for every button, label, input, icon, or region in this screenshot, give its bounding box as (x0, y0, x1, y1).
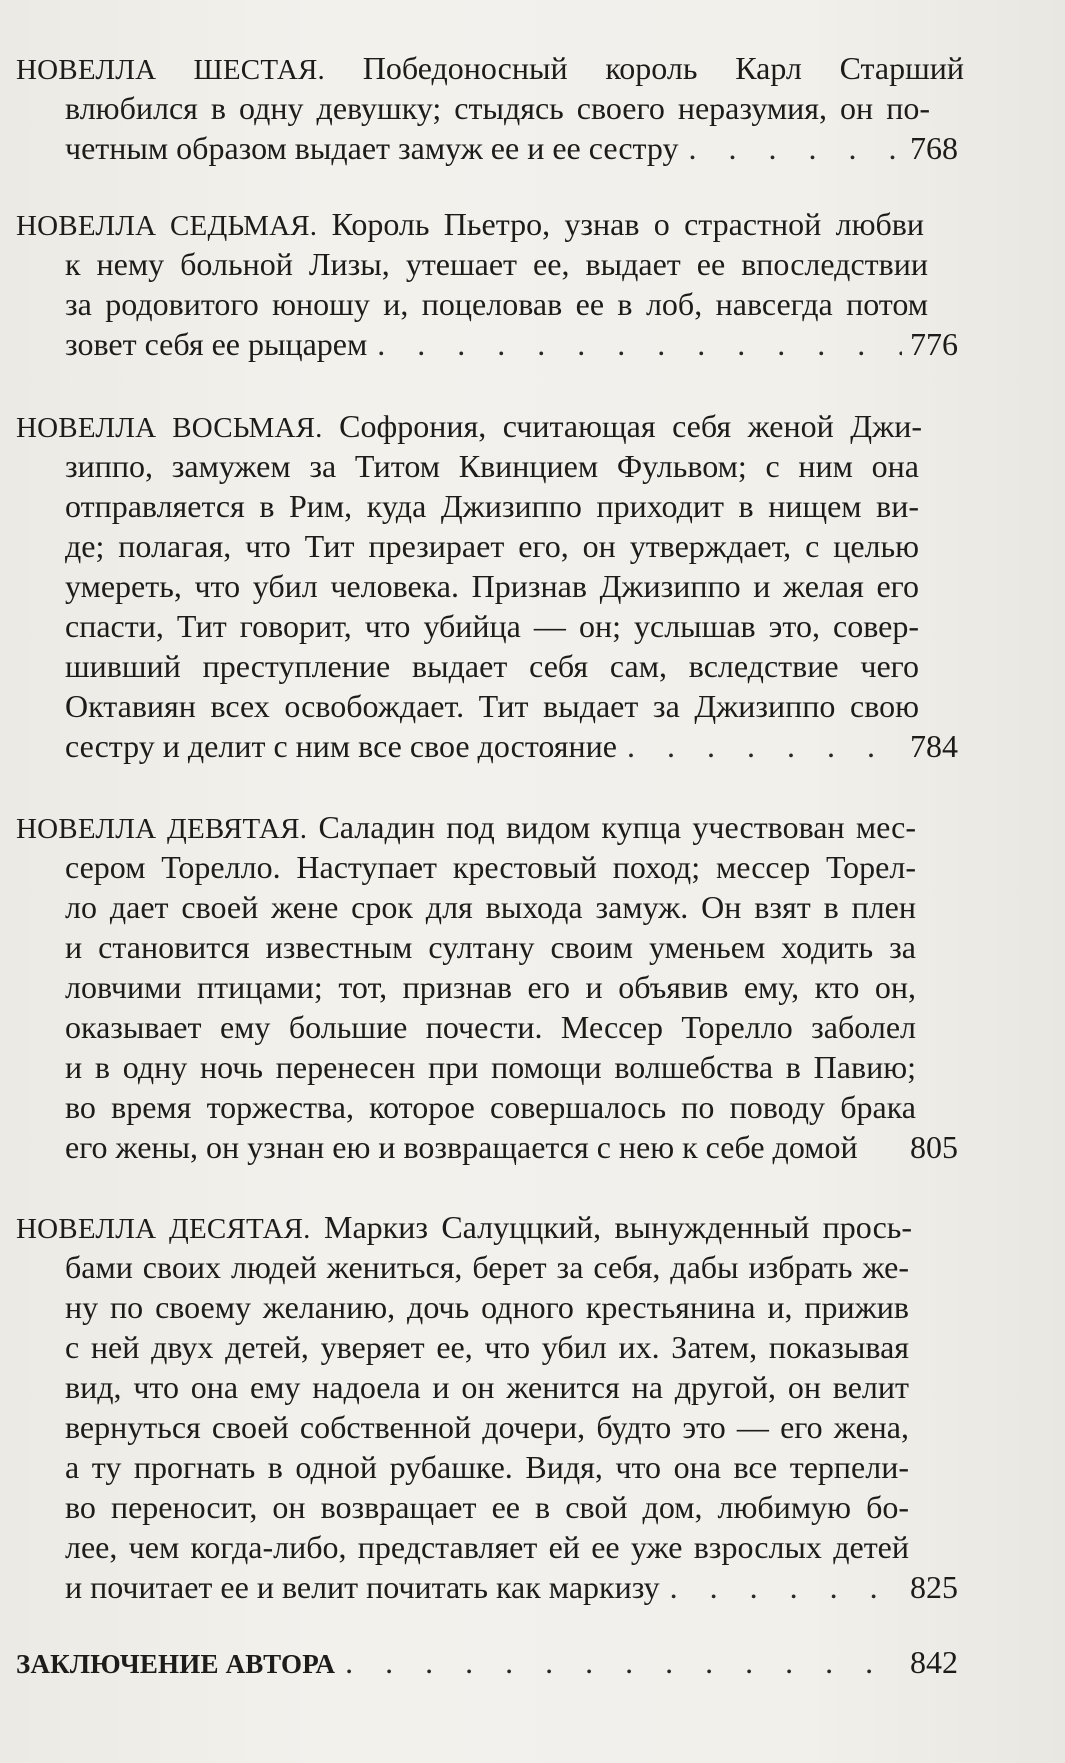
toc-entry-label: НОВЕЛЛА ДЕВЯТАЯ. (16, 813, 308, 845)
toc-entry-line: зиппо, замужем за Титом Квинцием Фульвом; с ним она (65, 448, 919, 484)
toc-entry-first-line (16, 48, 964, 88)
dot-leader (670, 1567, 902, 1607)
toc-entry-line: вид, что она ему надоела и он женится на другой, он велит (65, 1369, 909, 1405)
page-number: 805 (910, 1129, 958, 1165)
toc-entry-line: к нему больной Лизы, утешает ее, выдает ее впоследствии (65, 246, 928, 282)
toc-entry-last-line (65, 324, 964, 364)
toc-entry-novella-8 (16, 406, 964, 766)
toc-entry-label: НОВЕЛЛА ДЕСЯТАЯ. (16, 1213, 311, 1245)
toc-entry-text: сестру и делит с ним все свое достояние (65, 728, 617, 764)
toc-entry-line: вернуться своей собственной дочери, будто это — его жена, (65, 1409, 909, 1445)
toc-entry-text: Маркиз Салуццкий, вынужденный прось- (324, 1209, 913, 1245)
toc-entry-text: Софрония, считающая себя женой Джи- (339, 408, 923, 444)
toc-entry-line: де; полагая, что Тит презирает его, он утверждает, с целью (65, 528, 919, 564)
toc-entry-novella-7 (16, 204, 964, 364)
page-number: 784 (910, 728, 958, 764)
toc-entry-text: и почитает ее и велит почитать как маркизу (65, 1569, 660, 1605)
toc-entry-text: Саладин под видом купца учествован мес- (318, 809, 916, 845)
toc-entry-line: и становится известным султану своим уменьем ходить за (65, 929, 916, 965)
page-number: 825 (910, 1569, 958, 1605)
toc-entry-line: сером Торелло. Наступает крестовый поход; мессер Торел- (65, 849, 916, 885)
toc-entry-text: Король Пьетро, узнав о страстной любви (331, 206, 924, 242)
toc-entry-last-line (65, 726, 964, 766)
toc-entry-conclusion (16, 1642, 964, 1682)
page-number: 842 (910, 1644, 958, 1680)
dot-leader (688, 128, 902, 168)
toc-entry-first-line (16, 807, 916, 847)
page-number: 776 (910, 326, 958, 362)
toc-entry-line: во переносит, он возвращает ее в свой дом, любимую бо- (65, 1489, 909, 1525)
toc-entry-first-line (16, 1207, 912, 1247)
toc-entry-text: Победоносный король Карл Старший (362, 50, 964, 86)
toc-entry-line: и в одну ночь перенесен при помощи волшебства в Павию; (65, 1049, 916, 1085)
toc-entry-last-line (65, 1567, 964, 1607)
toc-entry-line: ло дает своей жене срок для выхода замуж. Он взят в плен (65, 889, 916, 925)
toc-entry-line: влюбился в одну девушку; стыдясь своего неразумия, он по- (65, 90, 930, 126)
toc-entry-last-line (65, 1127, 964, 1167)
toc-entry-label: ЗАКЛЮЧЕНИЕ АВТОРА (16, 1649, 336, 1679)
page-number: 768 (910, 130, 958, 166)
toc-entry-novella-6 (16, 48, 964, 168)
toc-entry-line: за родовитого юношу и, поцеловав ее в лоб, навсегда потом (65, 286, 928, 322)
toc-entry-line: бами своих людей жениться, берет за себя, дабы избрать же- (65, 1249, 909, 1285)
toc-entry-label: НОВЕЛЛА ШЕСТАЯ. (16, 54, 325, 86)
toc-entry-line: умереть, что убил человека. Признав Джизиппо и желая его (65, 568, 919, 604)
toc-entry-line: лее, чем когда-либо, представляет ей ее уже взрослых детей (65, 1529, 909, 1565)
toc-entry-label: НОВЕЛЛА ВОСЬМАЯ. (16, 412, 323, 444)
toc-entry-line: спасти, Тит говорит, что убийца — он; услышав это, совер- (65, 608, 919, 644)
toc-entry-text: его жены, он узнан ею и возвращается с нею к себе домой (65, 1129, 858, 1165)
toc-entry-line: ловчими птицами; тот, признав его и объявив ему, кто он, (65, 969, 916, 1005)
toc-entry-text: зовет себя ее рыцарем (65, 326, 368, 362)
toc-entry-line: во время торжества, которое совершалось по поводу брака (65, 1089, 916, 1125)
toc-entry-line: отправляется в Рим, куда Джизиппо приходит в нищем ви- (65, 488, 919, 524)
toc-entry-label: НОВЕЛЛА СЕДЬМАЯ. (16, 210, 318, 242)
toc-entry-first-line (16, 204, 924, 244)
toc-entry-line: с ней двух детей, уверяет ее, что убил их. Затем, показывая (65, 1329, 909, 1365)
dot-leader (627, 726, 902, 766)
dot-leader (377, 324, 902, 364)
toc-entry-novella-9 (16, 807, 964, 1167)
toc-entry-line: оказывает ему большие почести. Мессер Торелло заболел (65, 1009, 916, 1045)
toc-entry-first-line (16, 406, 922, 446)
toc-entry-last-line (16, 1642, 964, 1682)
dot-leader (345, 1642, 902, 1682)
toc-entry-line: ну по своему желанию, дочь одного крестьянина и, прижив (65, 1289, 909, 1325)
toc-entry-novella-10 (16, 1207, 964, 1607)
toc-entry-last-line (65, 128, 964, 168)
toc-entry-line: а ту прогнать в одной рубашке. Видя, что она все терпели- (65, 1449, 909, 1485)
toc-entry-line: Октавиян всех освобождает. Тит выдает за Джизиппо свою (65, 688, 919, 724)
toc-entry-text: четным образом выдает замуж ее и ее сестру (65, 130, 679, 166)
toc-entry-line: шивший преступление выдает себя сам, вследствие чего (65, 648, 919, 684)
